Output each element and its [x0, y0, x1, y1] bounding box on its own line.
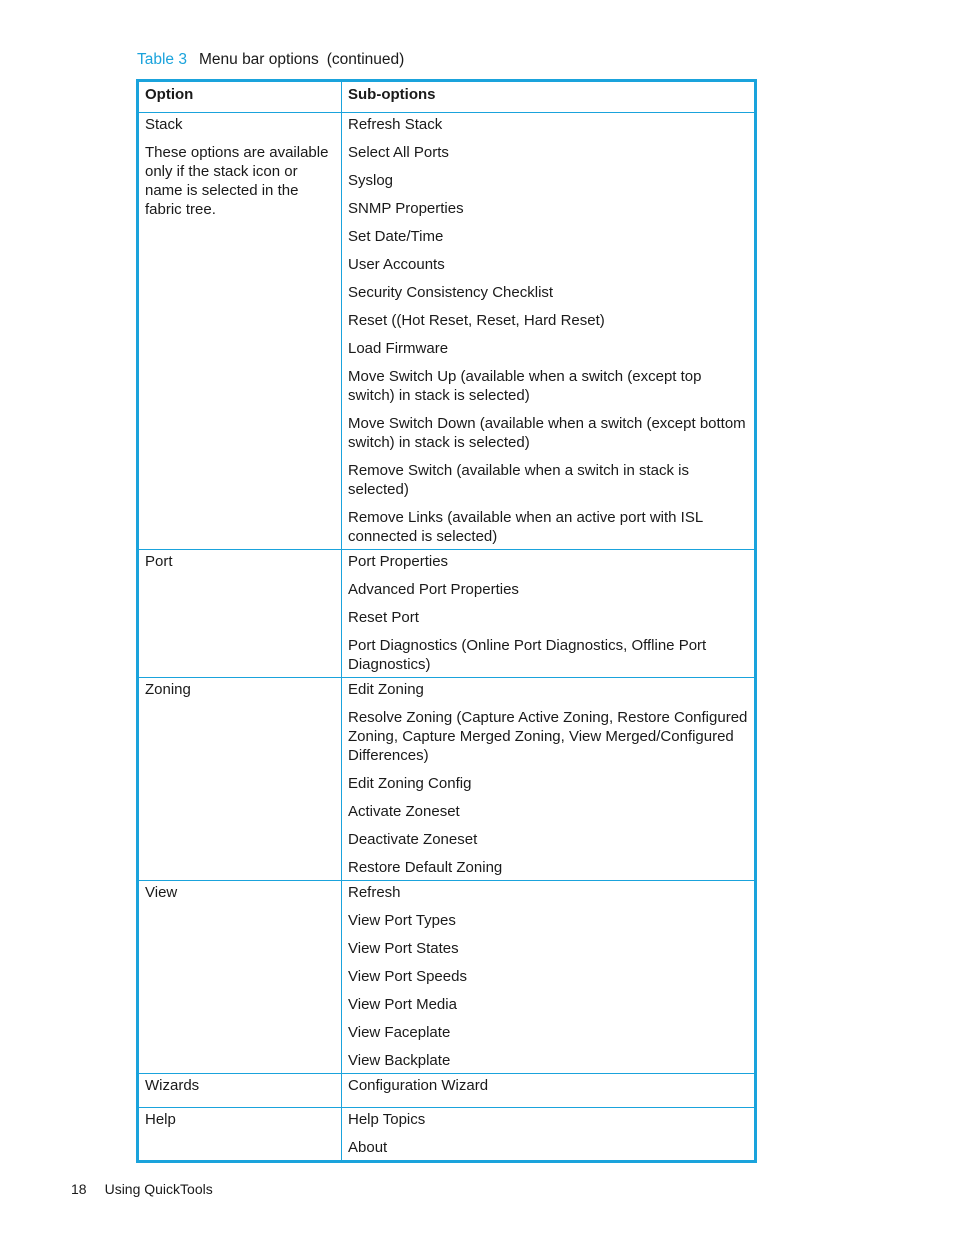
- table-title: Menu bar options: [198, 51, 319, 68]
- table-body: [138, 113, 756, 1162]
- suboption-item: Edit Zoning Config: [348, 775, 472, 792]
- suboption-item: Remove Switch (available when a switch in stack is selected): [348, 462, 689, 498]
- option-cell: [138, 550, 342, 678]
- suboption-item: Help Topics: [348, 1111, 426, 1128]
- suboption-item: Restore Default Zoning: [348, 859, 503, 876]
- suboption-item: View Port Speeds: [348, 968, 467, 985]
- suboptions-cell: [342, 1108, 756, 1162]
- table-caption: [137, 50, 404, 70]
- suboption-item: Move Switch Down (available when a switch (except bottom switch) in stack is selected): [348, 415, 746, 451]
- suboptions-cell: [342, 550, 756, 678]
- suboptions-cell: [342, 678, 756, 881]
- suboption-item: Security Consistency Checklist: [348, 284, 554, 301]
- header-suboptions: Sub-options: [342, 81, 756, 113]
- option-label: Help: [145, 1111, 176, 1128]
- table-continued: (continued): [326, 51, 405, 68]
- menu-bar-options-table: [136, 79, 757, 1163]
- page-number: 18: [71, 1181, 87, 1197]
- table-row: [138, 113, 756, 550]
- page-footer: [71, 1180, 213, 1198]
- suboption-item: View Port States: [348, 940, 459, 957]
- option-label: View: [145, 884, 178, 901]
- suboption-item: Port Properties: [348, 553, 449, 570]
- suboption-item: Edit Zoning: [348, 681, 424, 698]
- option-cell: [138, 1074, 342, 1108]
- footer-section: Using QuickTools: [104, 1181, 213, 1197]
- header-option: Option: [138, 81, 342, 113]
- option-label: Zoning: [145, 681, 191, 698]
- option-cell: [138, 678, 342, 881]
- table-number: Table 3: [137, 51, 187, 68]
- suboption-item: Load Firmware: [348, 340, 449, 357]
- suboption-item: Resolve Zoning (Capture Active Zoning, Restore Configured Zoning, Capture Merged Zoning, View Merged/Configured Differences): [348, 709, 748, 764]
- table-row: [138, 881, 756, 1074]
- suboption-item: View Backplate: [348, 1052, 451, 1069]
- option-cell: [138, 881, 342, 1074]
- suboption-item: Deactivate Zoneset: [348, 831, 478, 848]
- suboption-item: Configuration Wizard: [348, 1077, 489, 1094]
- suboptions-cell: [342, 1074, 756, 1108]
- table-row: [138, 678, 756, 881]
- suboption-item: Reset Port: [348, 609, 419, 626]
- option-cell: [138, 1108, 342, 1162]
- suboption-item: Move Switch Up (available when a switch (except top switch) in stack is selected): [348, 368, 702, 404]
- suboption-item: Port Diagnostics (Online Port Diagnostics, Offline Port Diagnostics): [348, 637, 707, 673]
- table-row: [138, 550, 756, 678]
- suboption-item: Refresh Stack: [348, 116, 443, 133]
- suboption-item: User Accounts: [348, 256, 445, 273]
- suboption-item: Refresh: [348, 884, 401, 901]
- suboptions-cell: [342, 881, 756, 1074]
- option-cell: [138, 113, 342, 550]
- table-row: [138, 1108, 756, 1162]
- suboption-item: Advanced Port Properties: [348, 581, 519, 598]
- suboption-item: Reset ((Hot Reset, Reset, Hard Reset): [348, 312, 605, 329]
- suboption-item: Activate Zoneset: [348, 803, 460, 820]
- suboption-item: Set Date/Time: [348, 228, 444, 245]
- suboptions-cell: [342, 113, 756, 550]
- suboption-item: SNMP Properties: [348, 200, 464, 217]
- option-label: Stack: [145, 116, 183, 133]
- table-row: [138, 1074, 756, 1108]
- suboption-item: About: [348, 1139, 388, 1156]
- suboption-item: View Port Media: [348, 996, 457, 1013]
- option-label: Port: [145, 553, 173, 570]
- suboption-item: Select All Ports: [348, 144, 449, 161]
- suboption-item: View Faceplate: [348, 1024, 451, 1041]
- option-note: These options are available only if the stack icon or name is selected in the fabric tree.: [145, 144, 329, 218]
- suboption-item: View Port Types: [348, 912, 456, 929]
- table-header-row: [138, 81, 756, 113]
- suboption-item: Remove Links (available when an active port with ISL connected is selected): [348, 509, 703, 545]
- suboption-item: Syslog: [348, 172, 394, 189]
- option-label: Wizards: [145, 1077, 200, 1094]
